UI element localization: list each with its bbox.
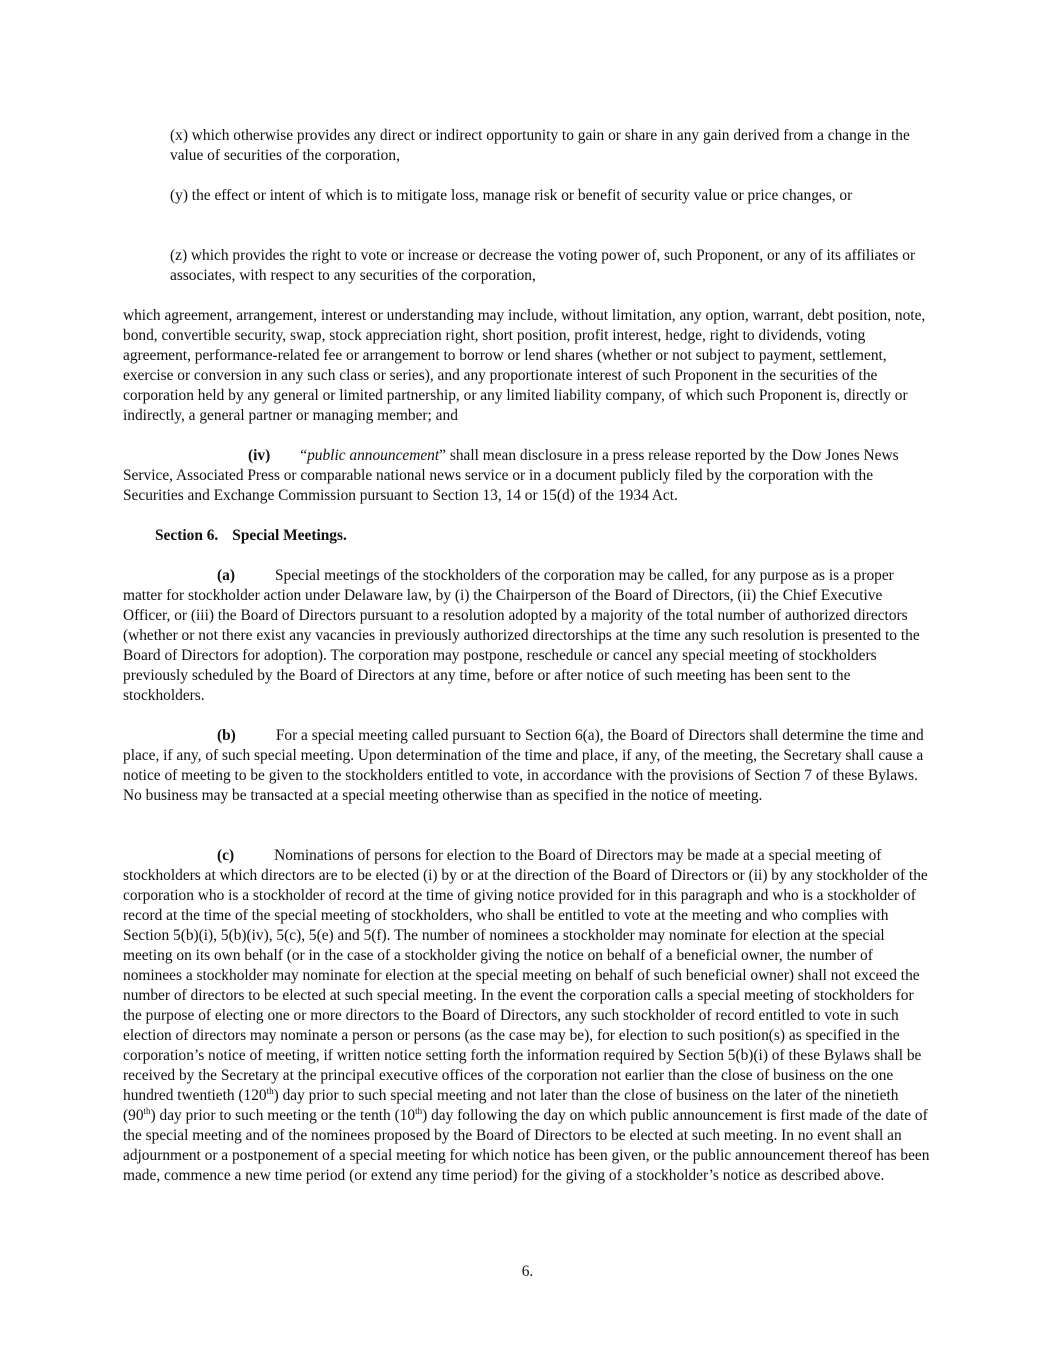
paragraph-c [123,846,931,1186]
clause-y: (y) the effect or intent of which is to mitigate loss, manage risk or benefit of security value or price changes, or [170,187,853,204]
item-iv-term: public announcement [307,447,440,464]
agreement-paragraph: which agreement, arrangement, interest or understanding may include, without limitation, any option, warrant, debt position, note, bond, convertible security, swap, stock appreciation right, short position, profit interest, hedge, right to dividends, voting agreement, performance-related fee or arrangement to borrow or lend shares (whether or not subject to payment, settlement, exercise or conversion in any such class or series), and any proportionate interest of such Proponent in the securities of the corporation held by any general or limited partnership, or any limited liability company, of which such Proponent is, directly or indirectly, a general partner or managing member; and [123,307,926,424]
paragraph-c-label: (c) [217,847,235,864]
section-title: Special Meetings. [232,527,347,544]
clause-z: (z) which provides the right to vote or increase or decrease the voting power of, such Proponent, or any of its affiliates or associates, with respect to any securities of the corporation, [170,247,916,284]
item-iv-paragraph [123,446,931,506]
paragraph-b-label: (b) [217,727,236,744]
paragraph-b-text: For a special meeting called pursuant to Section 6(a), the Board of Directors shall determine the time and place, if any, of such special meeting. Upon determination of the time and place, if any, of the meeting, the Secretary shall cause a notice of meeting to be given to the stockholders entitled to vote, in accordance with the provisions of Section 7 of these Bylaws. No business may be transacted at a special meeting otherwise than as specified in the notice of meeting. [123,727,924,804]
ordinal-suffix-10: th [415,1105,423,1116]
paragraph-c-text-1: Nominations of persons for election to the Board of Directors may be made at a special meeting of stockholders at which directors are to be elected (i) by or at the direction of the Board of Directors or (ii) by any stockholder of the corporation who is a stockholder of record at the time of giving notice provided for in this paragraph and who is a stockholder of record at the time of the special meeting of stockholders, who shall be entitled to vote at the meeting and who complies with Section 5(b)(i), 5(b)(iv), 5(c), 5(e) and 5(f). The number of nominees a stockholder may nominate for election at the special meeting on its own behalf (or in the case of a stockholder giving the notice on behalf of a beneficial owner, the number of nominees a stockholder may nominate for election at the special meeting on behalf of such beneficial owner) shall not exceed the number of directors to be elected at such special meeting. In the event the corporation calls a special meeting of stockholders for the purpose of electing one or more directors to the Board of Directors, any such stockholder of record entitled to vote in such election of directors may nominate a person or persons (as the case may be), for election to such position(s) as specified in the corporation’s notice of meeting, if written notice setting forth the information required by Section 5(b)(i) of these Bylaws shall be received by the Secretary at the principal executive offices of the corporation not earlier than the close of business on the one hundred twentieth (120 [123,847,928,1104]
paragraph-c-text-3: ) day prior to such meeting or the tenth (10 [150,1107,416,1124]
clause-x: (x) which otherwise provides any direct or indirect opportunity to gain or share in any gain derived from a change in the value of securities of the corporation, [170,127,910,164]
item-iv-label: (iv) [248,447,271,464]
section-number: Section 6. [155,527,219,544]
ordinal-suffix-120: th [266,1085,274,1096]
item-iv-open-quote: “ [300,447,308,464]
paragraph-c-text-4: ) day following the day on which public announcement is first made of the date of the special meeting and of the nominees proposed by the Board of Directors to be elected at such meeting. In no event shall an adjournment or a postponement of a special meeting for which notice has been given, or the public announcement thereof has been made, commence a new time period (or extend any time period) for the giving of a stockholder’s notice as described above. [123,1107,930,1184]
section-heading [155,526,347,546]
page-number: 6. [521,1263,534,1280]
item-iv-text: ” shall mean disclosure in a press release reported by the Dow Jones News Service, Associated Press or comparable national news service or in a document publicly filed by the corporation with the Securities and Exchange Commission pursuant to Section 13, 14 or 15(d) of the 1934 Act. [123,447,899,504]
paragraph-b [123,726,931,806]
paragraph-a [123,566,931,706]
paragraph-a-text: Special meetings of the stockholders of the corporation may be called, for any purpose as is a proper matter for stockholder action under Delaware law, by (i) the Chairperson of the Board of Directors, (ii) the Chief Executive Officer, or (iii) the Board of Directors pursuant to a resolution adopted by a majority of the total number of authorized directors (whether or not there exist any vacancies in previously authorized directorships at the time any such resolution is presented to the Board of Directors for adoption). The corporation may postpone, reschedule or cancel any special meeting of stockholders previously scheduled by the Board of Directors at any time, before or after notice of such meeting has been sent to the stockholders. [123,567,920,704]
ordinal-suffix-90: th [143,1105,151,1116]
paragraph-a-label: (a) [217,567,235,584]
paragraph-c-text-2: ) day prior to such special meeting and not later than the close of business on the later of the ninetieth (90 [123,1087,899,1124]
